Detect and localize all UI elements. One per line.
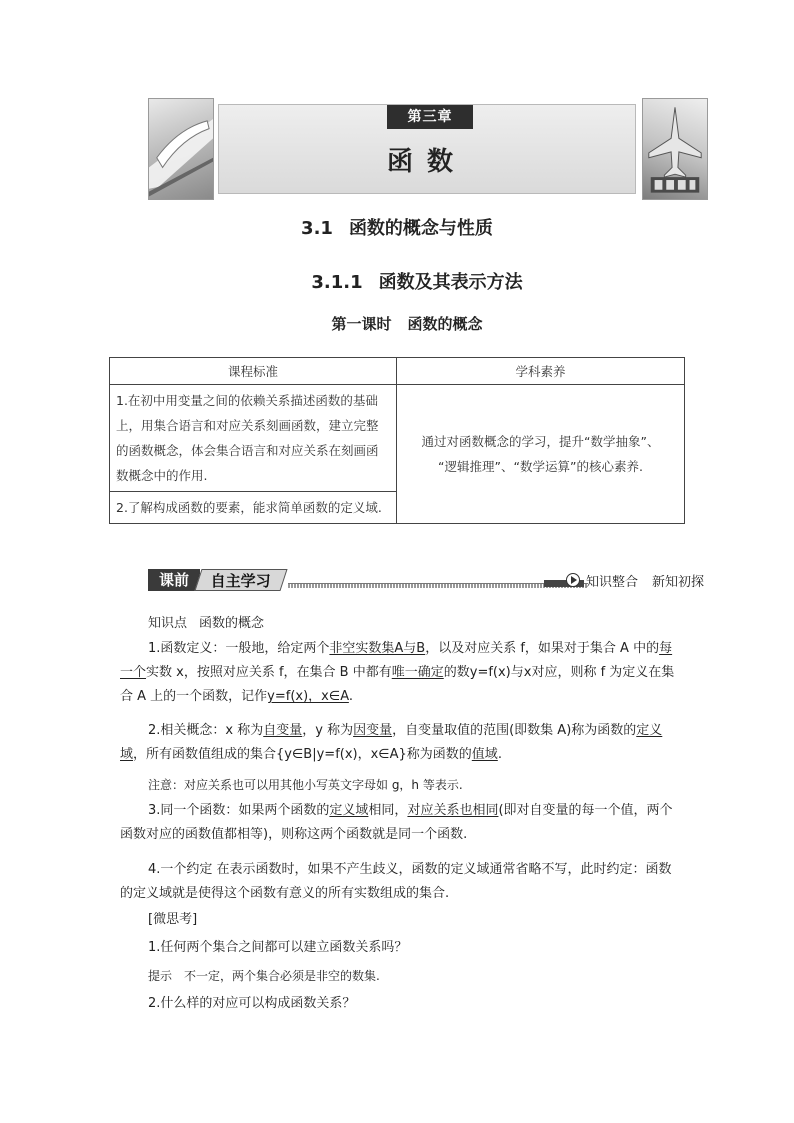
think-title: [微思考] (148, 912, 198, 927)
literacy-cell (397, 385, 685, 524)
standards-table (109, 357, 685, 524)
section-tag-self-study: 自主学习 (194, 569, 287, 591)
standard-item-2: 2.了解构成函数的要素，能求简单函数的定义域. (110, 492, 397, 524)
section-heading: 3.1 函数的概念与性质 (301, 218, 493, 239)
jet-icon (643, 99, 707, 199)
standard-item-1: 1.在初中用变量之间的依赖关系描述函数的基础上，用集合语言和对应关系刻画函数，建立完整的函数概念，体会集合语言和对应关系在刻画函数概念中的作用. (110, 385, 397, 492)
lesson-heading: 第一课时 函数的概念 (331, 315, 483, 333)
col-header-literacy: 学科素养 (397, 358, 685, 385)
question-1: 1.任何两个集合之间都可以建立函数关系吗？ (148, 940, 408, 955)
subsection-heading: 3.1.1 函数及其表示方法 (311, 272, 523, 293)
chapter-banner (218, 104, 636, 194)
answer-1: 提示 不一定，两个集合必须是非空的数集. (148, 969, 380, 983)
play-icon (566, 573, 580, 587)
jet-photo (642, 98, 708, 200)
col-header-standards: 课程标准 (110, 358, 397, 385)
question-2: 2.什么样的对应可以构成函数关系？ (148, 996, 356, 1011)
literacy-line-1: 通过对函数概念的学习，提升“数学抽象”、 (421, 434, 660, 449)
paragraph-convention: 4.一个约定 在表示函数时，如果不产生歧义，函数的定义域通常省略不写，此时约定：函数的定义域就是使得这个函数有意义的所有实数组成的集合. (120, 862, 672, 901)
paragraph-definition: 1.函数定义：一般地，给定两个非空实数集A与B，以及对应关系 f，如果对于集合 A 中的每一个实数 x，按照对应关系 f，在集合 B 中都有唯一确定的数y=f(x)与x对应，则称 f 为定义在集合 A 上的一个函数，记作y=f(x)，x∈A. (120, 641, 675, 704)
note-text: 注意：对应关系也可以用其他小写英文字母如 g，h 等表示. (148, 778, 463, 792)
divider (288, 583, 588, 588)
paragraph-same-function: 3.同一个函数：如果两个函数的定义域相同，对应关系也相同(即对自变量的每一个值，两个函数对应的函数值都相等)，则称这两个函数就是同一个函数. (120, 803, 673, 842)
chapter-title: 函数 (386, 147, 467, 177)
paragraph-related-concepts: 2.相关概念：x 称为自变量，y 称为因变量，自变量取值的范围(即数集 A)称为函数的定义域，所有函数值组成的集合{y∈B|y=f(x)，x∈A}称为函数的值域. (120, 723, 663, 762)
chapter-label: 第三章 (387, 105, 473, 129)
knowledge-point-title: 知识点 函数的概念 (148, 616, 265, 631)
section-subtitle: 知识整合 新知初探 (586, 575, 705, 590)
section-tag-pre-class: 课前 (148, 569, 200, 591)
train-photo (148, 98, 214, 200)
train-icon (149, 99, 213, 199)
literacy-line-2: “逻辑推理”、“数学运算”的核心素养. (438, 459, 643, 474)
section-bar (148, 569, 708, 593)
